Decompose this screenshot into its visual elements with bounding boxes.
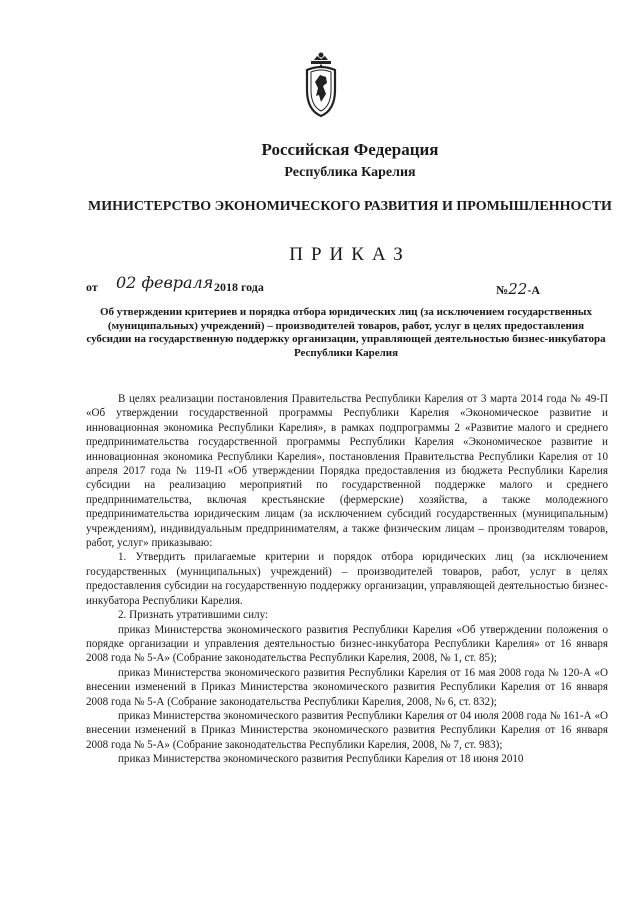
date-year: 2018 года xyxy=(214,280,264,294)
paragraph-repeal-4: приказ Министерства экономического развития Республики Карелия от 18 июня 2010 xyxy=(118,753,524,766)
paragraph-item-1: 1. Утвердить прилагаемые критерии и порядок отбора юридических лиц (за исключением государственных (муниципальных) учреждений) – производителей товаров, работ, услуг в целях предоставления субсидии на государственную поддержку организации, управляющей деятельностью бизнес-инкубатора Республики Карелия. xyxy=(86,551,608,607)
number-suffix: -А xyxy=(527,283,540,297)
handwritten-number: 22 xyxy=(508,280,528,298)
ministry-heading: МИНИСТЕРСТВО ЭКОНОМИЧЕСКОГО РАЗВИТИЯ И ПРОМЫШЛЕННОСТИ xyxy=(88,199,612,214)
country-heading: Российская Федерация xyxy=(261,140,439,159)
document-type-heading: ПРИКАЗ xyxy=(289,244,411,265)
republic-heading: Республика Карелия xyxy=(284,165,416,180)
order-number xyxy=(496,280,540,298)
paragraph-preamble: В целях реализации постановления Правительства Республики Карелия от 3 марта 2014 года № 49-П «Об утверждении государственной программы Республики Карелия «Экономическое развитие и инновационная экономика Республики Карелия», в рамках подпрограммы 2 «Развитие малого и среднего предпринимательства государственной программы Республики Карелия «Экономическое развитие и инновационная экономика Республики Карелия», постановления Правительства Республики Карелия от 10 апреля 2017 года № 119-П «Об утверждении Порядка предоставления из бюджета Республики Карелия субсидии на реализацию мероприятий по государственной поддержке малого и среднего предпринимательства, включая крестьянские (фермерские) хозяйства, а также молодежного предпринимательства юридическим лицам (за исключением субсидий государственных (муниципальным) учреждениям), индивидуальным предпринимателям, а также физическим лицам – производителям товаров, работ, услуг» приказываю: xyxy=(86,393,608,550)
paragraph-item-2: 2. Признать утратившими силу: xyxy=(118,609,269,622)
coat-of-arms-icon xyxy=(296,50,346,120)
date-number-line xyxy=(86,273,540,298)
date-prefix: от xyxy=(86,280,98,294)
handwritten-date: 02 февраля xyxy=(116,273,214,292)
number-sign: № xyxy=(496,283,509,297)
order-title: Об утверждении критериев и порядка отбора юридических лиц (за исключением государственных (муниципальных) учреждений) – производителей товаров, работ, услуг в целях предоставления субсидии на государственную поддержку организации, управляющей деятельностью бизнес-инкубатора Республики Карелия xyxy=(86,306,606,359)
paragraph-repeal-1: приказ Министерства экономического развития Республики Карелия «Об утверждении положения о порядке организации и управления деятельностью бизнес-инкубатора Республики Карелия» от 16 января 2008 года № 5-А» (Собрание законодательства Республики Карелия, 2008, № 1, ст. 85); xyxy=(86,623,608,665)
order-body xyxy=(86,392,608,767)
paragraph-repeal-2: приказ Министерства экономического развития Республики Карелия от 16 мая 2008 года № 120-А «О внесении изменений в Приказ Министерства экономического развития Республики Карелия от 16 января 2008 года № 5-А (Собрание законодательства Республики Карелия, 2008, № 6, ст. 832); xyxy=(86,666,608,708)
paragraph-repeal-3: приказ Министерства экономического развития Республики Карелия от 04 июля 2008 года № 161-А «О внесении изменений в Приказ Министерства экономического развития Республики Карелия от 16 января 2008 года № 5-А» (Собрание законодательства Республики Карелия, 2008, № 7, ст. 983); xyxy=(86,709,608,751)
